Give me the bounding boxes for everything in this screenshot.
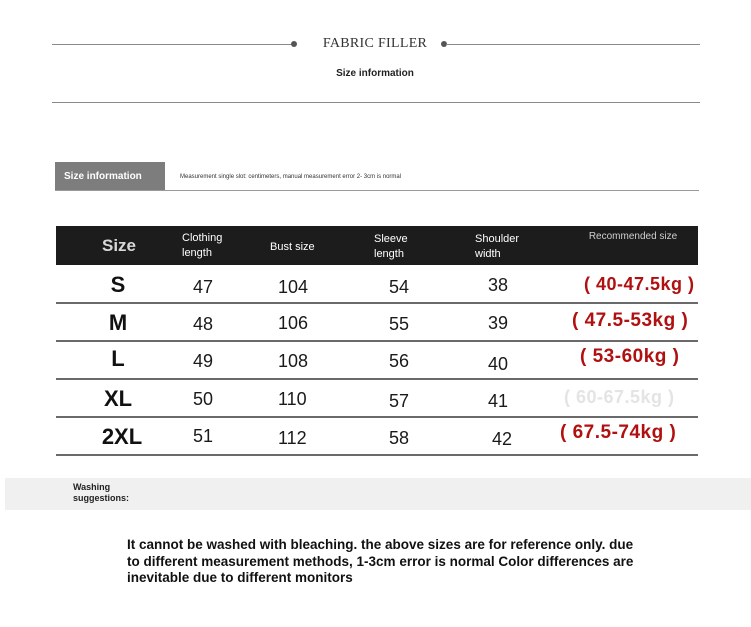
brand-title: FABRIC FILLER xyxy=(322,36,428,51)
bust-size-value: 106 xyxy=(278,313,309,333)
sleeve-length-value: 56 xyxy=(389,351,410,371)
size-label: S xyxy=(110,272,126,297)
recommended-weight: ( 53-60kg ) xyxy=(580,346,680,367)
sleeve-length-value: 57 xyxy=(389,391,410,411)
header-sleeve-length-text: Sleeve length xyxy=(374,233,408,260)
size-info-tab: Size information xyxy=(55,162,165,191)
table-row xyxy=(56,266,698,303)
row-divider xyxy=(56,454,698,456)
bust-size-value: 104 xyxy=(278,277,309,297)
recommended-weight: ( 47.5-53kg ) xyxy=(572,310,689,331)
recommended-weight: ( 60-67.5kg ) xyxy=(564,387,675,407)
size-label: XL xyxy=(103,386,133,411)
shoulder-width-value: 38 xyxy=(488,275,509,295)
header-bust-size: Bust size xyxy=(270,241,315,253)
size-label: L xyxy=(111,346,125,371)
washing-notice: It cannot be washed with bleaching. the above sizes are for reference only. due to different measurement methods, 1-3cm error is normal Color differences are inevitable due to different monitors xyxy=(127,537,634,585)
size-label: 2XL xyxy=(101,424,143,449)
clothing-length-value: 48 xyxy=(193,314,214,334)
sleeve-length-value: 54 xyxy=(389,277,410,297)
header-shoulder-width-text: Shoulder width xyxy=(475,233,520,260)
tab-underline xyxy=(55,190,699,191)
header-clothing-length-text: Clothing length xyxy=(182,232,223,259)
clothing-length-value: 50 xyxy=(193,389,214,409)
section-divider xyxy=(52,102,700,103)
recommended-weight: ( 67.5-74kg ) xyxy=(560,422,677,443)
bust-size-value: 110 xyxy=(278,389,307,409)
top-rule-left-dot xyxy=(291,41,297,47)
table-row xyxy=(56,304,698,341)
top-rule-right xyxy=(446,44,700,45)
washing-label: Washing suggestions: xyxy=(73,482,130,503)
table-row xyxy=(56,342,698,379)
bust-size-value: 108 xyxy=(278,351,309,371)
bust-size-value: 112 xyxy=(278,428,307,448)
clothing-length-value: 47 xyxy=(193,277,214,297)
header-size: Size xyxy=(102,236,137,255)
header-clothing-length xyxy=(182,231,242,261)
shoulder-width-value: 39 xyxy=(488,313,509,333)
size-label: M xyxy=(108,310,128,335)
measurement-note: Measurement single slot: centimeters, manual measurement error 2- 3cm is normal xyxy=(180,174,402,180)
sleeve-length-value: 55 xyxy=(389,314,410,334)
shoulder-width-value: 41 xyxy=(488,391,509,411)
sleeve-length-value: 58 xyxy=(389,428,410,448)
header-recommended-size-text: Recommended size xyxy=(588,231,678,242)
table-row xyxy=(56,380,698,417)
header-sleeve-length xyxy=(374,232,424,262)
header-shoulder-width xyxy=(475,232,535,262)
shoulder-width-value: 40 xyxy=(488,354,509,374)
clothing-length-value: 51 xyxy=(193,426,214,446)
recommended-weight: ( 40-47.5kg ) xyxy=(584,274,695,294)
size-table-header xyxy=(56,226,698,265)
table-row xyxy=(56,418,698,455)
page-subtitle: Size information xyxy=(336,68,414,79)
shoulder-width-value: 42 xyxy=(492,429,513,449)
clothing-length-value: 49 xyxy=(193,351,214,371)
top-rule-left xyxy=(52,44,292,45)
header-recommended-size xyxy=(583,229,683,244)
